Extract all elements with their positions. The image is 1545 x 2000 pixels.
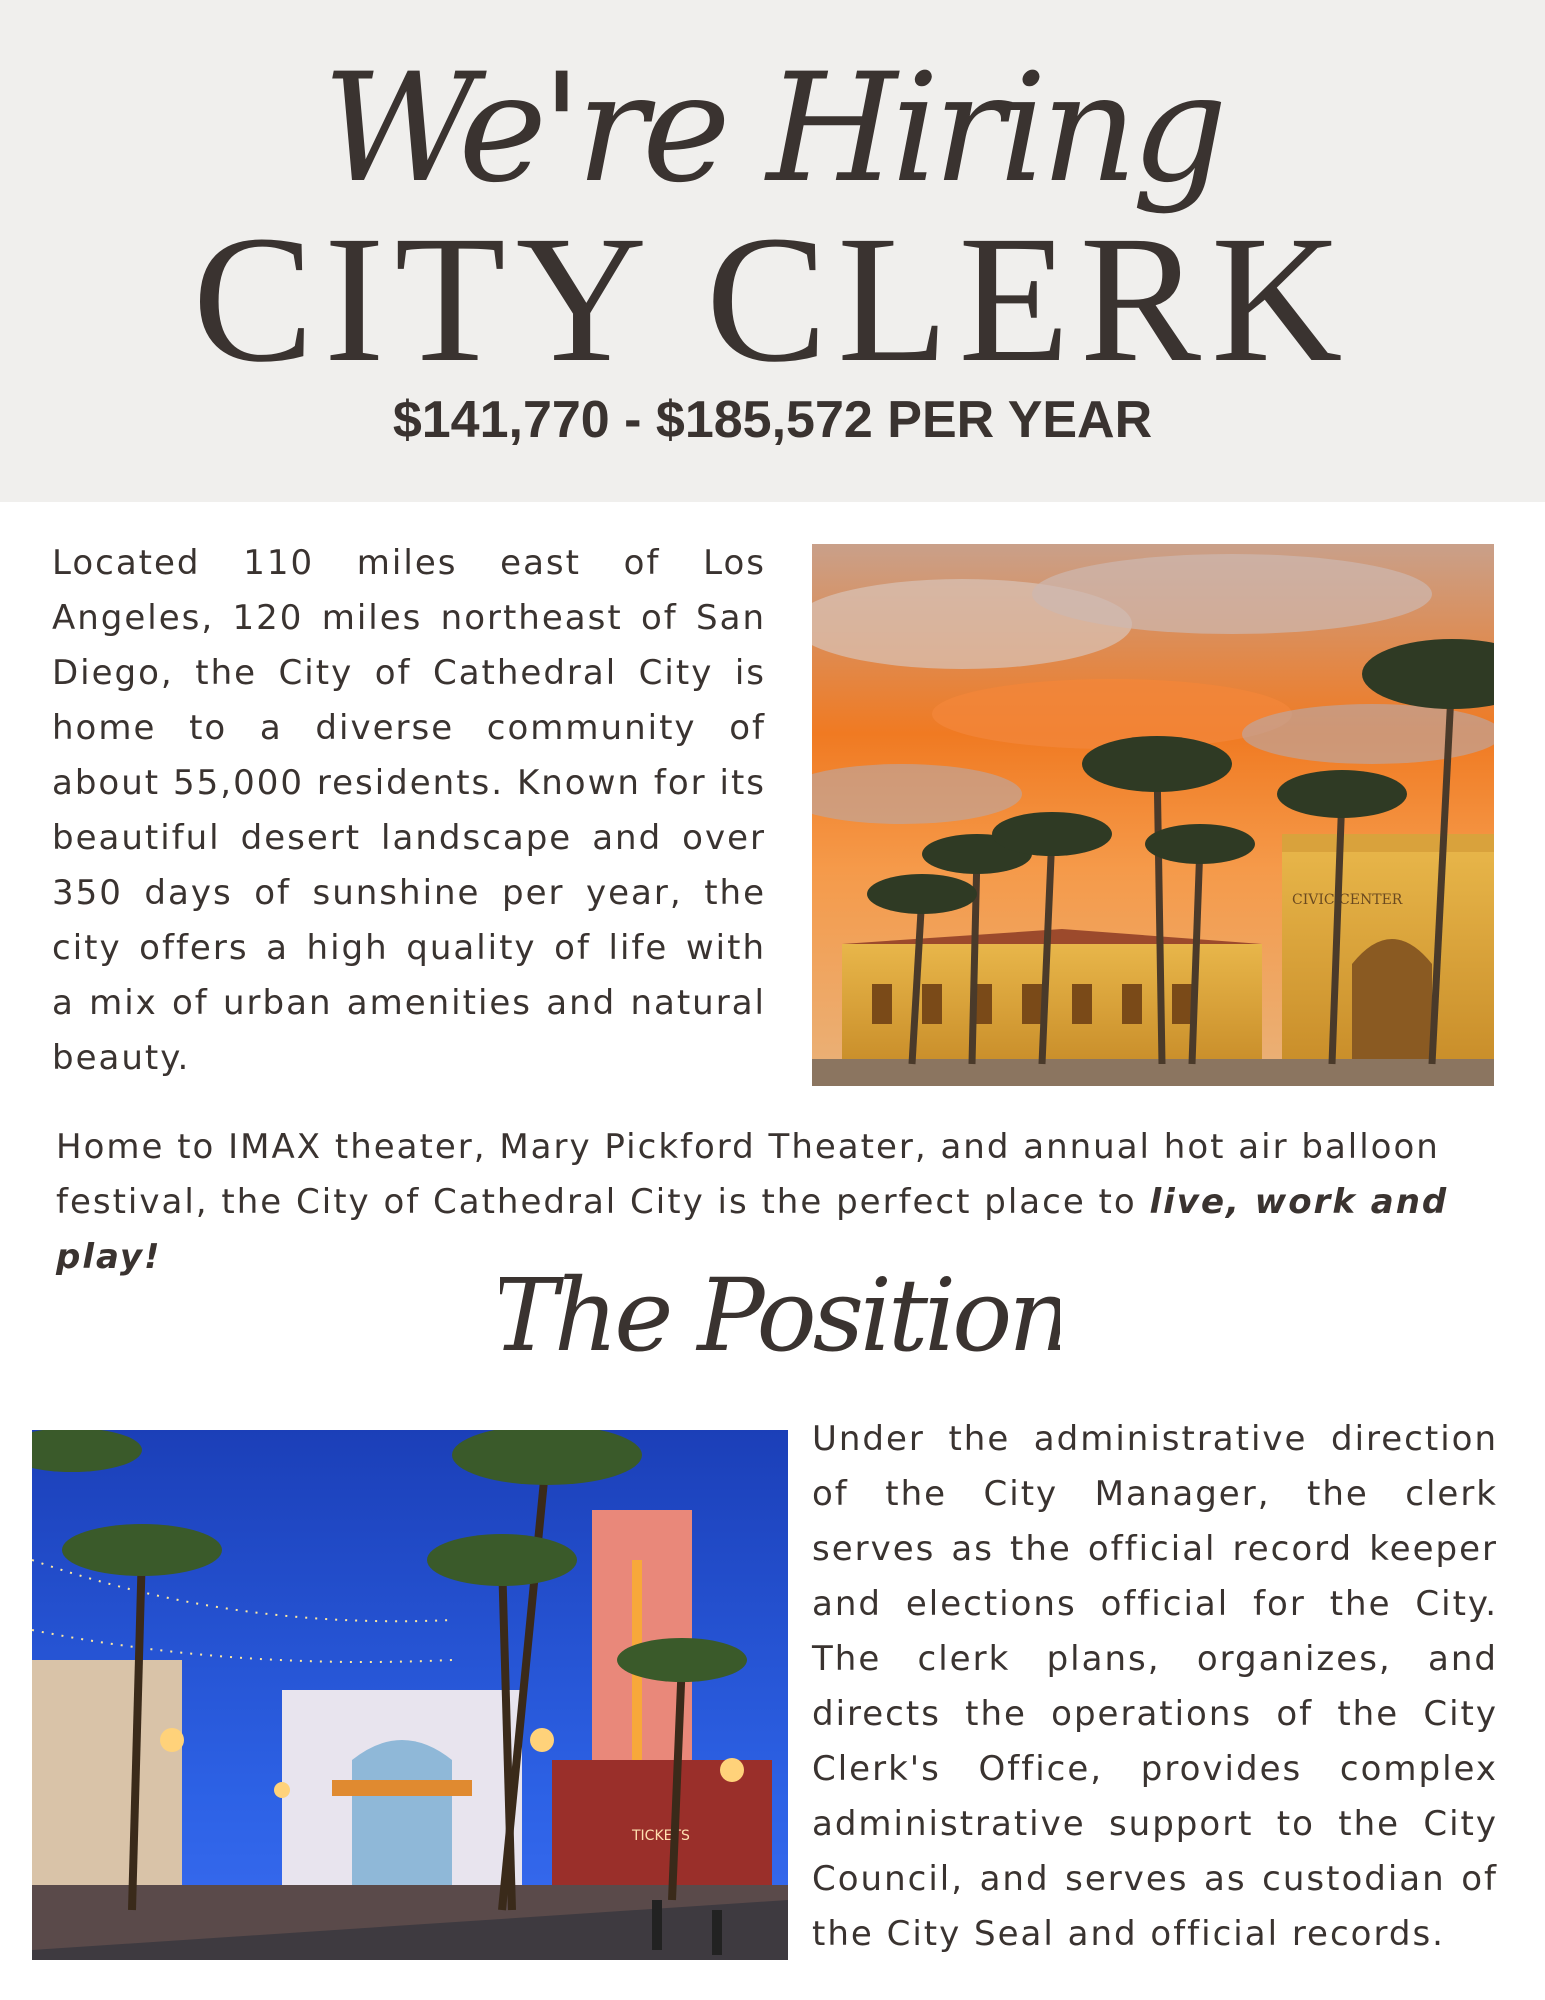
theater-district-photo	[32, 1430, 788, 1960]
section-heading-position	[500, 1230, 1060, 1410]
page-title: CITY CLERK	[192, 199, 1353, 400]
civic-center-photo	[812, 544, 1494, 1086]
position-heading-text: The Position	[500, 1257, 1060, 1374]
salary-range: $141,770 - $185,572 PER YEAR	[392, 391, 1153, 449]
script-title-text: We're Hiring	[322, 42, 1222, 216]
civic-center-sign: CIVIC CENTER	[1292, 892, 1403, 908]
position-paragraph: Under the administrative direction of the City Manager, the clerk serves as the official record keeper and elections official for the City. The clerk plans, organizes, and directs the operations of the City Clerk's Office, provides complex administrative support to the City Council, and serves as custodian of the City Seal and official records.	[812, 1419, 1498, 1954]
attractions-text: Home to IMAX theater, Mary Pickford Theater, and annual hot air balloon festival, the City of Cathedral City is the perfect place to	[56, 1127, 1440, 1222]
theater-sign: TICKETS	[632, 1828, 690, 1844]
intro-paragraph: Located 110 miles east of Los Angeles, 120 miles northeast of San Diego, the City of Cathedral City is home to a diverse community of about 55,000 residents. Known for its beautiful desert landscape and over 350 days of sunshine per year, the city offers a high quality of life with a mix of urban amenities and natural beauty.	[52, 543, 766, 1078]
attractions-emphasis: live, work and play!	[56, 1182, 1449, 1277]
header-banner	[0, 0, 1545, 502]
